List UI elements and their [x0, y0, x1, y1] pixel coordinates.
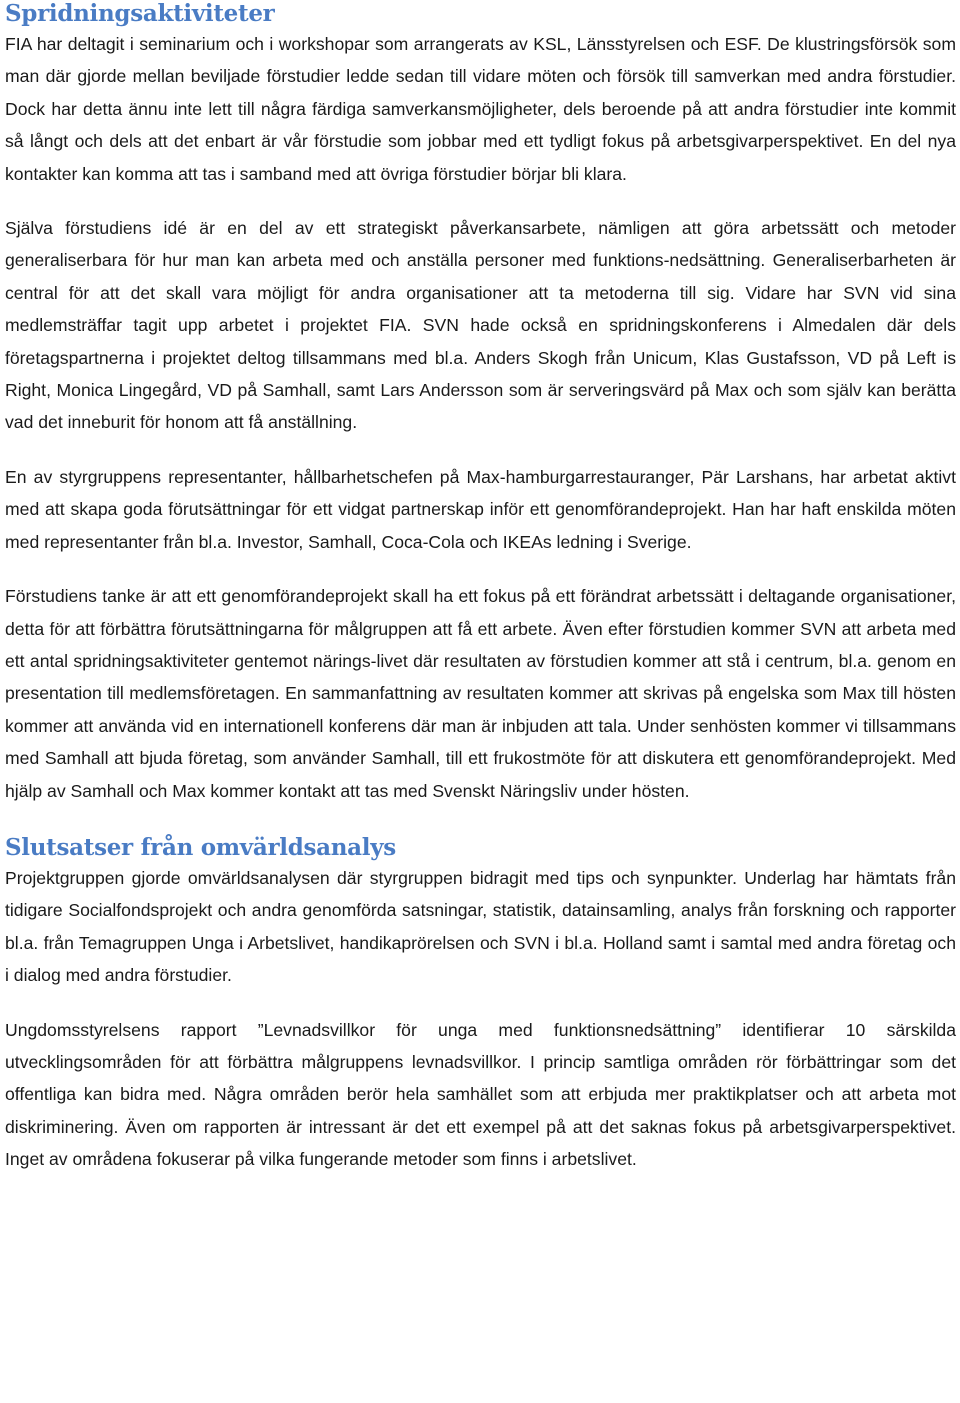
paragraph: Själva förstudiens idé är en del av ett strategiskt påverkansarbete, nämligen att göra arbetssätt och metoder generaliserbara för hur man kan arbeta med och anställa personer med funktions-nedsättning. Generaliserbarheten är central för att det skall vara möjligt för andra organisationer att ta metoderna till sig. Vidare har SVN vid sina medlemsträffar tagit upp arbetet i projektet FIA. SVN hade också en spridningskonferens i Almedalen där dels företagspartnerna i projektet deltog tillsammans med bl.a. Anders Skogh från Unicum, Klas Gustafsson, VD på Left is Right, Monica Lingegård, VD på Samhall, samt Lars Andersson som är serveringsvärd på Max och som själv kan berätta vad det inneburit för honom att få anställning.: [5, 218, 956, 433]
section-heading-spridningsaktiviteter: Spridningsaktiviteter: [5, 0, 275, 27]
paragraph: Ungdomsstyrelsens rapport ”Levnadsvillkor för unga med funktionsnedsättning” identifierar 10 särskilda utvecklingsområden för att förbättra målgruppens levnadsvillkor. I princip samtliga områden rör förbättringar som det offentliga kan bidra med. Några områden berör hela samhället som att erbjuda mer praktikplatser och att arbeta mot diskriminering. Även om rapporten är intressant är det ett exempel på att det saknas fokus på arbetsgivarperspektivet. Inget av områdena fokuserar på vilka fungerande metoder som finns i arbetslivet.: [5, 1019, 956, 1170]
document-page: [5, 0, 956, 1176]
section-heading-slutsatser: Slutsatser från omvärldsanalys: [5, 833, 396, 861]
paragraph: Förstudiens tanke är att ett genomförandeprojekt skall ha ett fokus på ett förändrat arbetssätt i deltagande organisationer, detta för att förbättra förutsättningarna för målgruppen att få ett arbete. Även efter förstudien kommer SVN att arbeta med ett antal spridningsaktiviteter gentemot närings-livet där resultaten av förstudien kommer att stå i centrum, bl.a. genom en presentation till medlemsföretagen. En sammanfattning av resultaten kommer att skrivas på engelska som Max till hösten kommer att använda vid en internationell konferens där man är inbjuden att tala. Under senhösten kommer vi tillsammans med Samhall att bjuda företag, som använder Samhall, till ett frukostmöte för att diskutera ett genomförandeprojekt. Med hjälp av Samhall och Max kommer kontakt att tas med Svenskt Näringsliv under hösten.: [5, 586, 956, 801]
paragraph: En av styrgruppens representanter, hållbarhetschefen på Max-hamburgarrestauranger, Pär Larshans, har arbetat aktivt med att skapa goda förutsättningar för ett vidgat partnerskap inför ett genomförandeprojekt. Han har haft enskilda möten med representanter från bl.a. Investor, Samhall, Coca-Cola och IKEAs ledning i Sverige.: [5, 466, 956, 552]
paragraph: Projektgruppen gjorde omvärldsanalysen där styrgruppen bidragit med tips och synpunkter. Underlag har hämtats från tidigare Socialfondsprojekt och andra genomförda satsningar, statistik, datainsamling, analys från forskning och rapporter bl.a. från Temagruppen Unga i Arbetslivet, handikaprörelsen och SVN i bl.a. Holland samt i samtal med andra företag och i dialog med andra förstudier.: [5, 867, 956, 986]
paragraph: FIA har deltagit i seminarium och i workshopar som arrangerats av KSL, Länsstyrelsen och ESF. De klustringsförsök som man där gjorde mellan beviljade förstudier ledde sedan till vidare möten och försök till samverkan med andra förstudier. Dock har detta ännu inte lett till några färdiga samverkansmöjligheter, dels beroende på att andra förstudier inte kommit så långt och dels att det enbart är vår förstudie som jobbar med ett tydligt fokus på arbetsgivarperspektivet. En del nya kontakter kan komma att tas i samband med att övriga förstudier börjar bli klara.: [5, 34, 956, 184]
